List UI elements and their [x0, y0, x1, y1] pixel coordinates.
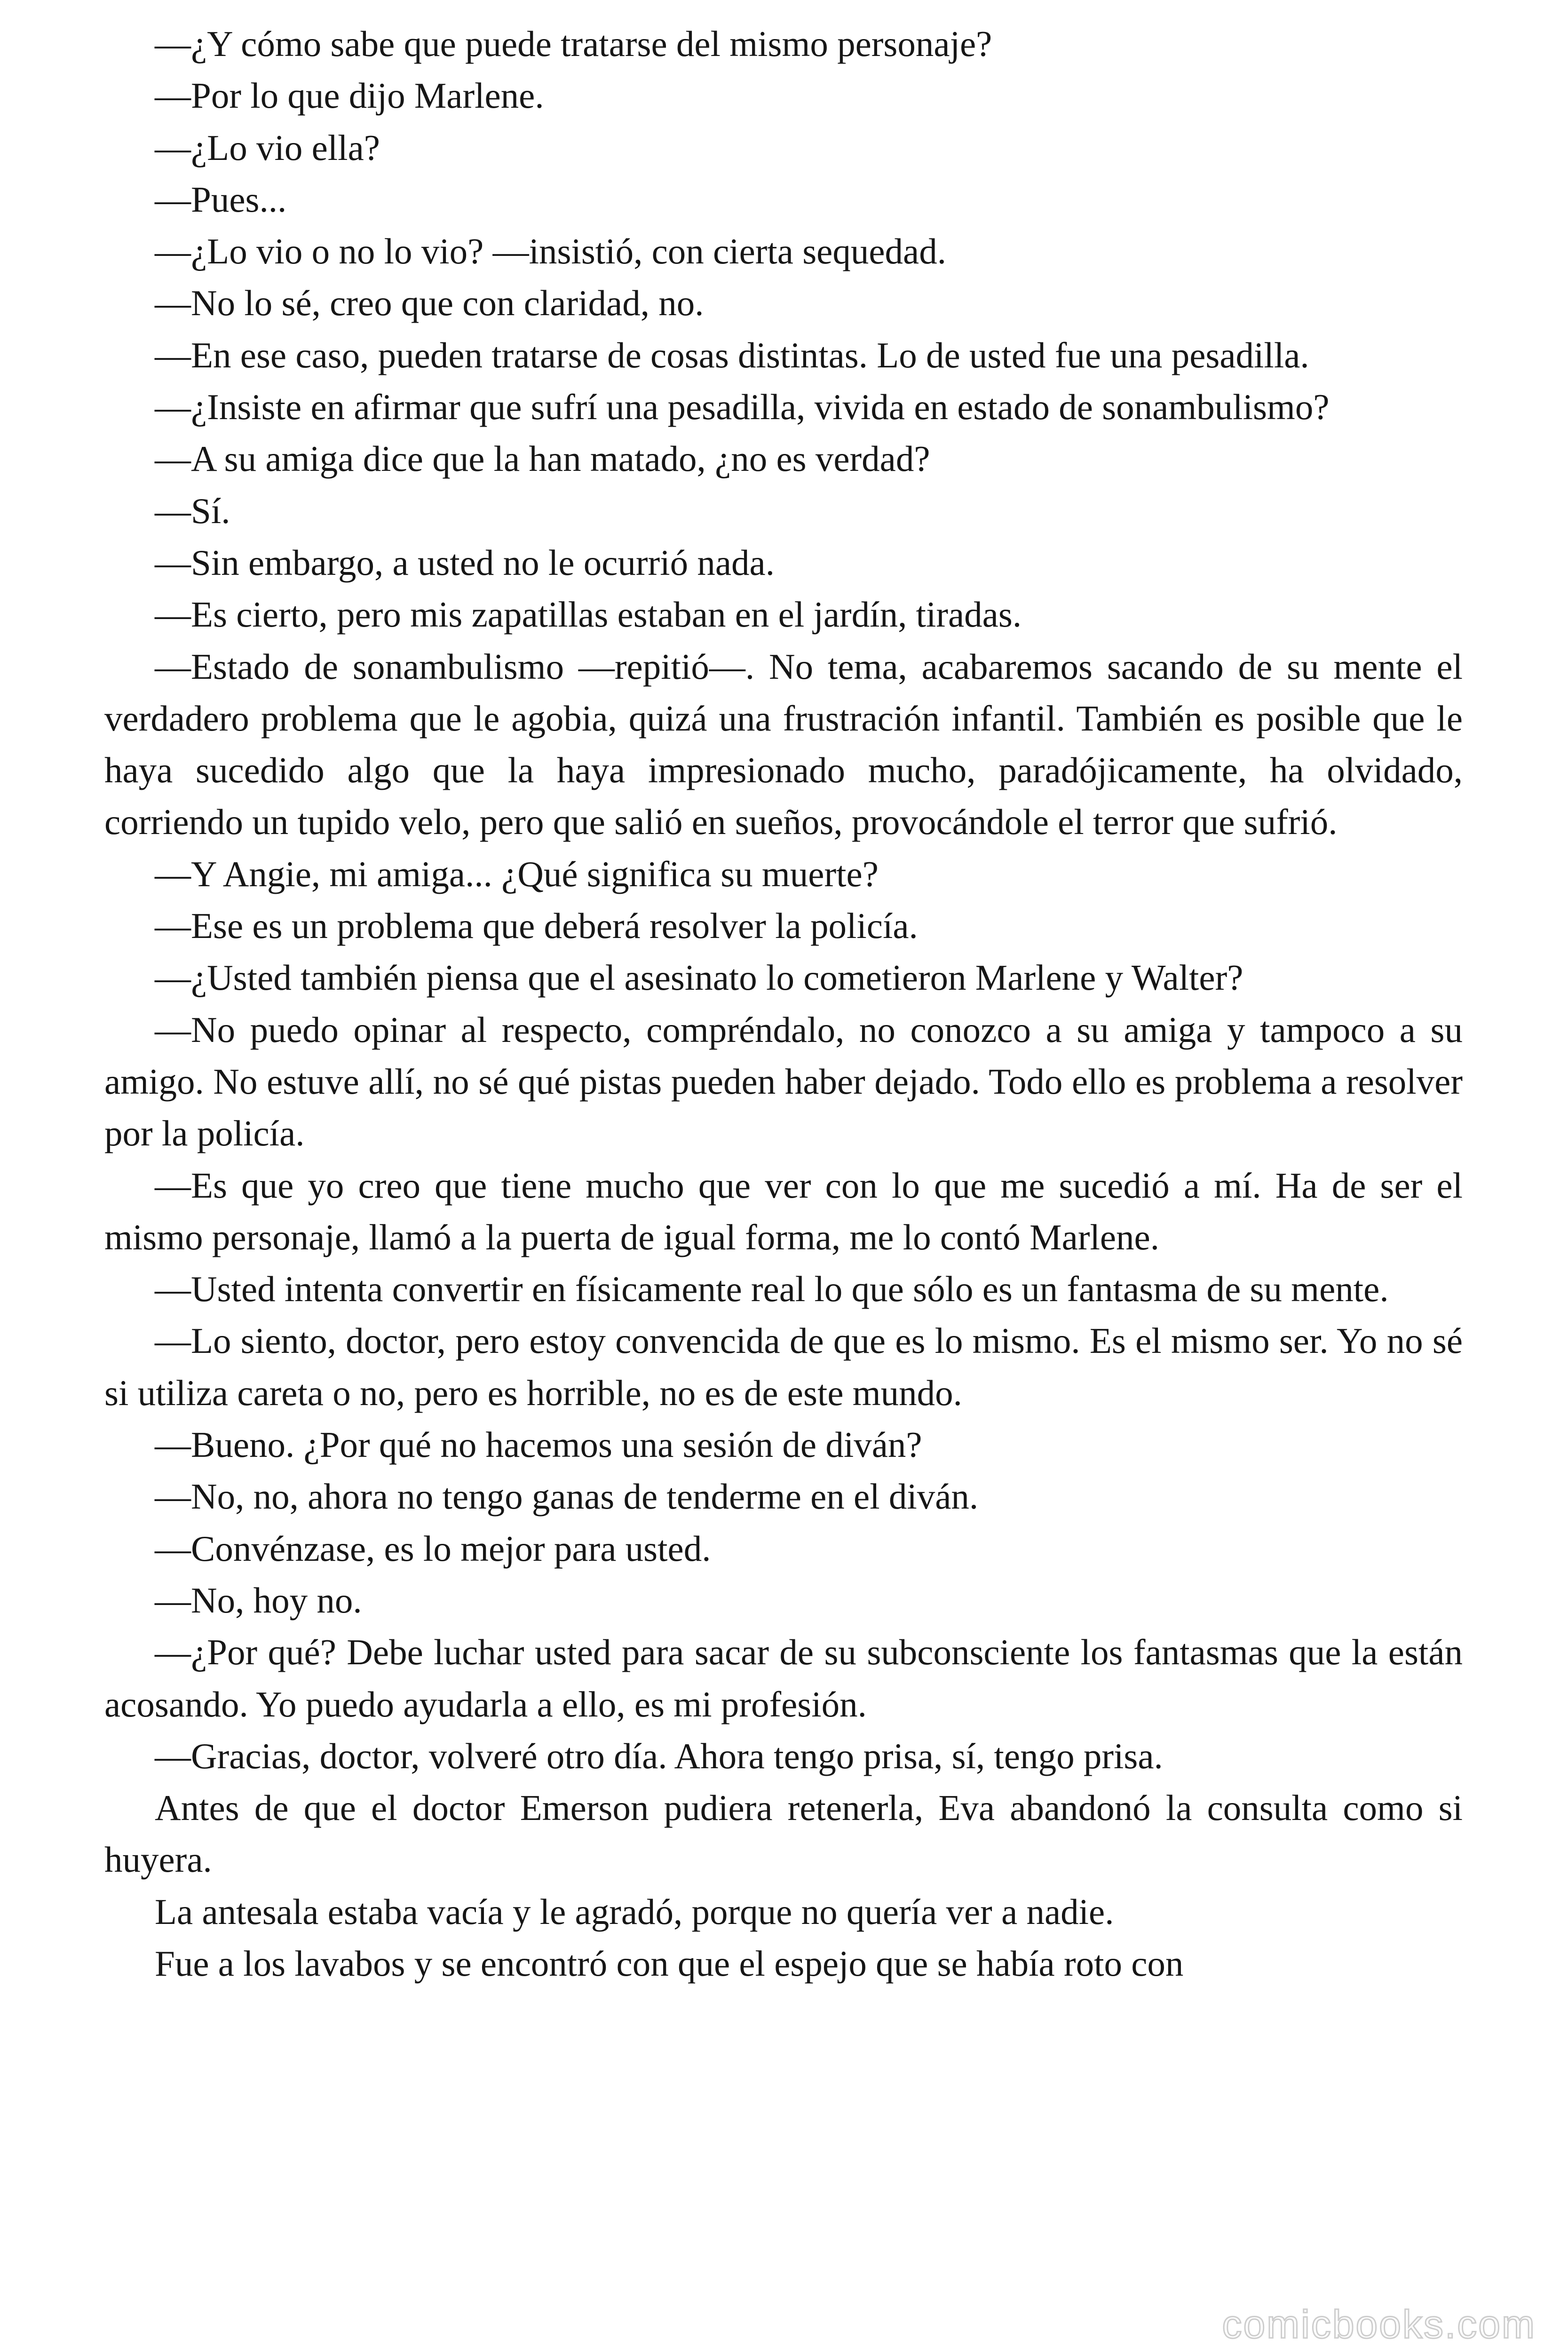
paragraph-18: —Es que yo creo que tiene mucho que ver con lo que me sucedió a mí. Ha de ser el mismo personaje, llamó a la puerta de igual forma, me lo contó Marlene.: [104, 1165, 1463, 1257]
paragraph-3: —¿Lo vio ella?: [155, 127, 380, 168]
book-page-text: [104, 18, 1463, 1989]
paragraph-4: —Pues...: [155, 179, 287, 220]
paragraph-22: —No, no, ahora no tengo ganas de tenderme en el diván.: [155, 1476, 979, 1517]
paragraph-5: —¿Lo vio o no lo vio? —insistió, con cierta sequedad.: [155, 231, 946, 272]
paragraph-19: —Usted intenta convertir en físicamente real lo que sólo es un fantasma de su mente.: [155, 1269, 1389, 1310]
paragraph-28: La antesala estaba vacía y le agradó, porque no quería ver a nadie.: [155, 1891, 1114, 1932]
paragraph-12: —Es cierto, pero mis zapatillas estaban en el jardín, tiradas.: [155, 594, 1022, 635]
paragraph-6: —No lo sé, creo que con claridad, no.: [155, 283, 704, 324]
paragraph-13: —Estado de sonambulismo —repitió—. No tema, acabaremos sacando de su mente el verdadero problema que le agobia, quizá una frustración infantil. También es posible que le haya sucedido algo que la haya impresionado mucho, paradójicamente, ha olvidado, corriendo un tupido velo, pero que salió en sueños, provocándole el terror que sufrió.: [104, 646, 1463, 842]
paragraph-15: —Ese es un problema que deberá resolver la policía.: [155, 906, 918, 946]
paragraph-25: —¿Por qué? Debe luchar usted para sacar de su subconsciente los fantasmas que la están acosando. Yo puedo ayudarla a ello, es mi profesión.: [104, 1632, 1463, 1724]
paragraph-7: —En ese caso, pueden tratarse de cosas distintas. Lo de usted fue una pesadilla.: [155, 334, 1309, 375]
paragraph-9: —A su amiga dice que la han matado, ¿no es verdad?: [155, 438, 930, 479]
paragraph-27: Antes de que el doctor Emerson pudiera retenerla, Eva abandonó la consulta como si huyera.: [104, 1788, 1463, 1880]
paragraph-21: —Bueno. ¿Por qué no hacemos una sesión de diván?: [155, 1424, 922, 1465]
paragraph-23: —Convénzase, es lo mejor para usted.: [155, 1528, 711, 1569]
paragraph-2: —Por lo que dijo Marlene.: [155, 75, 544, 116]
paragraph-8: —¿Insiste en afirmar que sufrí una pesadilla, vivida en estado de sonambulismo?: [155, 387, 1330, 428]
paragraph-1: —¿Y cómo sabe que puede tratarse del mismo personaje?: [155, 24, 992, 64]
paragraph-17: —No puedo opinar al respecto, compréndalo, no conozco a su amiga y tampoco a su amigo. No estuve allí, no sé qué pistas pueden haber dejado. Todo ello es problema a resolver por la policía.: [104, 1009, 1463, 1154]
paragraph-16: —¿Usted también piensa que el asesinato lo cometieron Marlene y Walter?: [155, 957, 1243, 998]
paragraph-20: —Lo siento, doctor, pero estoy convencida de que es lo mismo. Es el mismo ser. Yo no sé si utiliza careta o no, pero es horrible, no es de este mundo.: [104, 1320, 1463, 1413]
paragraph-29: Fue a los lavabos y se encontró con que el espejo que se había roto con: [155, 1943, 1184, 1984]
paragraph-24: —No, hoy no.: [155, 1580, 362, 1621]
paragraph-14: —Y Angie, mi amiga... ¿Qué significa su muerte?: [155, 853, 879, 894]
paragraph-26: —Gracias, doctor, volveré otro día. Ahora tengo prisa, sí, tengo prisa.: [155, 1735, 1163, 1776]
watermark: comicbooks.com: [1222, 2302, 1536, 2346]
paragraph-11: —Sin embargo, a usted no le ocurrió nada.: [155, 542, 775, 583]
paragraph-10: —Sí.: [155, 490, 230, 531]
